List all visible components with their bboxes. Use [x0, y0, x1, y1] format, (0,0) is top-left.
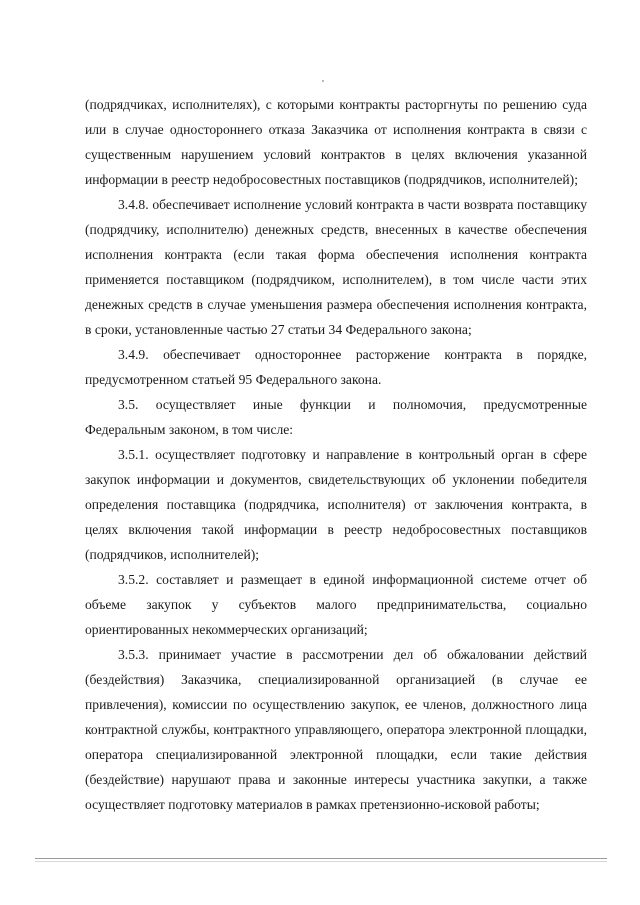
paragraph-3-5-2: 3.5.2. составляет и размещает в единой информационной системе отчет об объеме закупок у субъектов малого предпринимательства, социально ориентированных некоммерческих организаций; [85, 572, 587, 637]
paragraph-3-5-3: 3.5.3. принимает участие в рассмотрении дел об обжаловании действий (бездействия) Заказчика, специализированной организацией (в случае ее привлечения), комиссии по осуществлению закупок, ее членов, должностного лица контрактной службы, контрактного управляющего, оператора электронной площадки, оператора специализированной электронной площадки, если такие действия (бездействие) нарушают права и законные интересы участника закупки, а также осуществляет подготовку материалов в рамках претензионно-исковой работы; [85, 647, 587, 812]
paragraph-3-4-9: 3.4.9. обеспечивает одностороннее расторжение контракта в порядке, предусмотренном статьей 95 Федерального закона. [85, 347, 587, 387]
paragraph-3-4-8: 3.4.8. обеспечивает исполнение условий контракта в части возврата поставщику (подрядчику, исполнителю) денежных средств, внесенных в качестве обеспечения исполнения контракта (если такая форма обеспечения исполнения контракта применяется поставщиком (подрядчиком, исполнителем), в том числе части этих денежных средств в случае уменьшения размера обеспечения исполнения контракта, в сроки, установленные частью 27 статьи 34 Федерального закона; [85, 197, 587, 337]
scan-edge-shadow [35, 861, 607, 862]
scan-edge-line [35, 858, 607, 859]
paragraph-continuation: (подрядчиках, исполнителях), с которыми контракты расторгнуты по решению суда или в случае одностороннего отказа Заказчика от исполнения контракта в связи с существенным нарушением условий контрактов в целях включения указанной информации в реестр недобросовестных поставщиков (подрядчиков, исполнителей); [85, 97, 587, 187]
paragraph-3-5-1: 3.5.1. осуществляет подготовку и направление в контрольный орган в сфере закупок информации и документов, свидетельствующих об уклонении победителя определения поставщика (подрядчика, исполнителя) от заключения контракта, в целях включения такой информации в реестр недобросовестных поставщиков (подрядчиков, исполнителей); [85, 447, 587, 562]
paragraph-3-5: 3.5. осуществляет иные функции и полномочия, предусмотренные Федеральным законом, в том числе: [85, 397, 587, 437]
scan-artifact [322, 80, 324, 82]
document-body [85, 92, 587, 817]
